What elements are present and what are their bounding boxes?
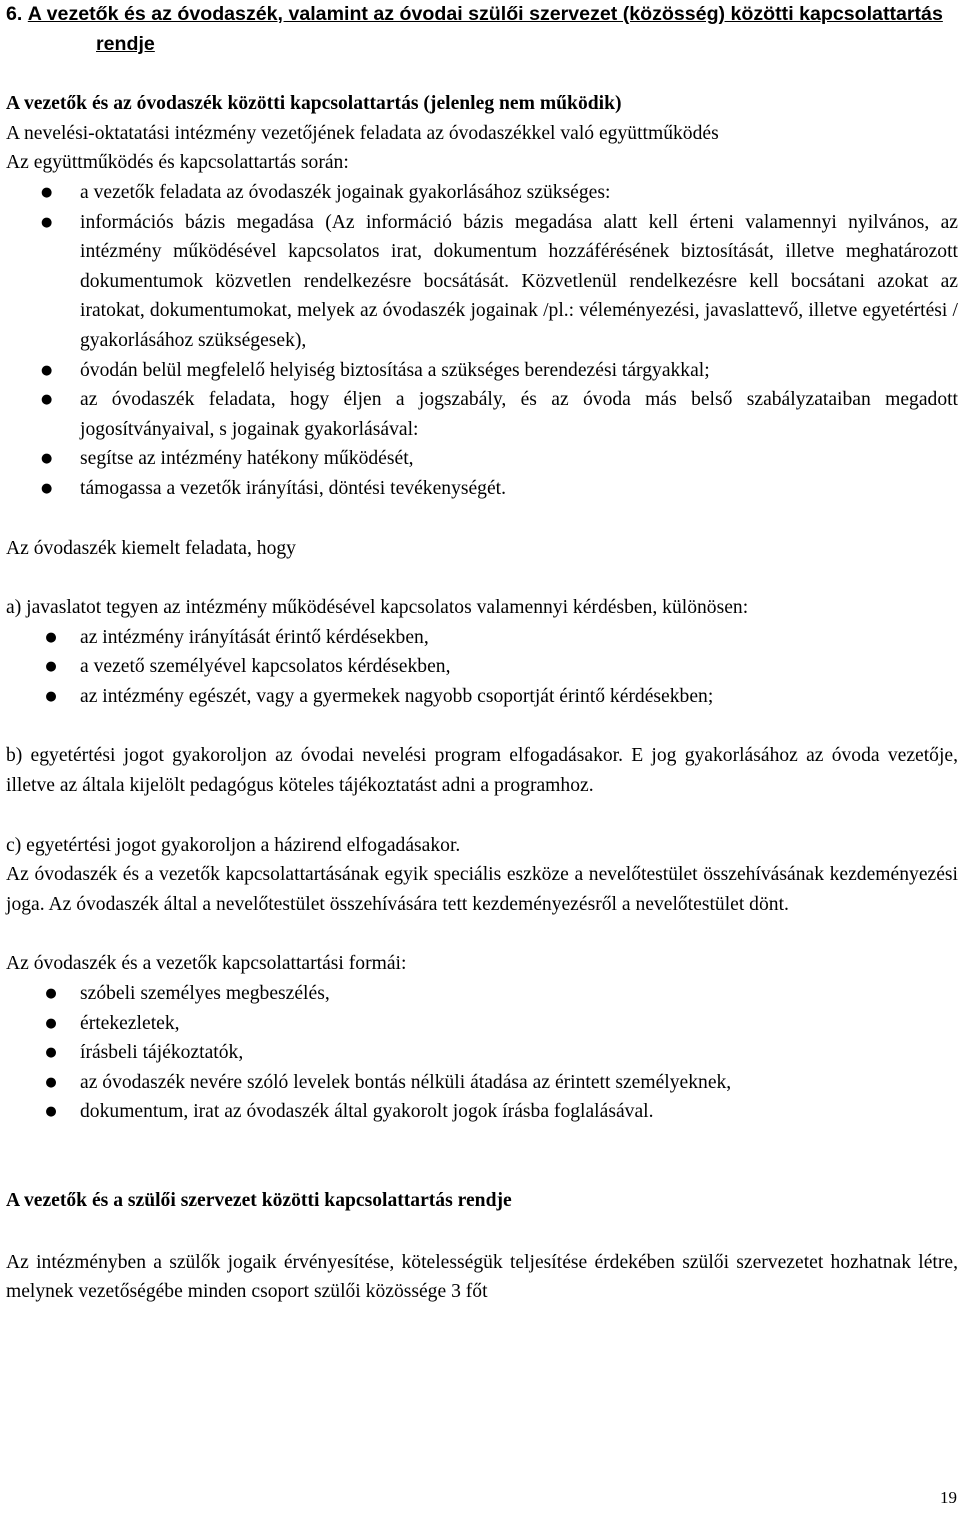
list-item: ● szóbeli személyes megbeszélés, bbox=[6, 979, 958, 1009]
section1-line1: A nevelési-oktatatási intézmény vezetőjének feladata az óvodaszékkel való együttműködés bbox=[6, 122, 719, 144]
bullet-dot-icon: ● bbox=[45, 659, 57, 675]
bullet-dot-icon: ● bbox=[45, 629, 57, 645]
list-item: ● az intézmény irányítását érintő kérdésekben, bbox=[6, 623, 958, 653]
bullet-dot-icon: ● bbox=[41, 392, 53, 408]
main-heading-title: A vezetők és az óvodaszék, valamint az óvodai szülői szervezet (közösség) közötti kapcsolattartás rendje bbox=[27, 3, 943, 55]
document-page bbox=[6, 0, 958, 1307]
list-item: ● az intézmény egészét, vagy a gyermekek nagyobb csoportját érintő kérdésekben; bbox=[6, 682, 958, 712]
page-number: 19 bbox=[940, 1488, 957, 1507]
bullet-dot-icon: ● bbox=[41, 214, 53, 230]
list-item: ● segítse az intézmény hatékony működését, bbox=[6, 444, 958, 474]
list-item: ● támogassa a vezetők irányítási, döntési tevékenységét. bbox=[6, 474, 958, 504]
section2-para-d: Az óvodaszék és a vezetők kapcsolattartásának egyik speciális eszköze a nevelőtestület összehívásának kezdeményezési joga. Az óvodaszék által a nevelőtestület összehívására tett kezdeményezésről a nevelőtestület dönt. bbox=[6, 864, 958, 915]
list-item: ● értekezletek, bbox=[6, 1009, 958, 1039]
list-item: ● óvodán belül megfelelő helyiség biztosítása a szükséges berendezési tárgyakkal; bbox=[6, 356, 958, 386]
list-item: ● a vezető személyével kapcsolatos kérdésekben, bbox=[6, 652, 958, 682]
main-heading bbox=[6, 0, 958, 59]
section1-bullet-list bbox=[6, 178, 958, 504]
bullet-dot-icon: ● bbox=[45, 1074, 57, 1090]
section2-para-a: a) javaslatot tegyen az intézmény működésével kapcsolatos valamennyi kérdésben, különösen: bbox=[6, 597, 749, 619]
bullet-dot-icon: ● bbox=[41, 184, 53, 200]
bullet-dot-icon: ● bbox=[45, 1045, 57, 1061]
list-item: ● írásbeli tájékoztatók, bbox=[6, 1038, 958, 1068]
section3-intro: Az óvodaszék és a vezetők kapcsolattartási formái: bbox=[6, 953, 407, 975]
section1-subheading: A vezetők és az óvodaszék közötti kapcsolattartás (jelenleg nem működik) bbox=[6, 93, 622, 115]
section4-para: Az intézményben a szülők jogaik érvényesítése, kötelességük teljesítése érdekében szülői szervezetet hozhatnak létre, melynek vezetőségébe minden csoport szülői közössége 3 főt bbox=[6, 1251, 958, 1303]
section4-subheading: A vezetők és a szülői szervezet közötti kapcsolattartás rendje bbox=[6, 1190, 512, 1211]
bullet-dot-icon: ● bbox=[41, 451, 53, 467]
list-item: ● a vezetők feladata az óvodaszék jogainak gyakorlásához szükséges: bbox=[6, 178, 958, 208]
list-item: ● az óvodaszék nevére szóló levelek bontás nélküli átadása az érintett személyeknek, bbox=[6, 1068, 958, 1098]
section2-para-b: b) egyetértési jogot gyakoroljon az óvodai nevelési program elfogadásakor. E jog gyakorlásához az óvoda vezetője, illetve az általa kijelölt pedagógus köteles tájékoztatást adni a programhoz. bbox=[6, 745, 958, 797]
section2-para-c: c) egyetértési jogot gyakoroljon a házirend elfogadásakor. bbox=[6, 834, 461, 856]
bullet-dot-icon: ● bbox=[41, 362, 53, 378]
section3-bullet-list bbox=[6, 979, 958, 1127]
list-item: ● információs bázis megadása (Az információ bázis megadása alatt kell érteni valamennyi nyilvános, az intézmény működésével kapcsolatos irat, dokumentum hozzáférésének biztosítását, illetve meghatározott dokumentumok közvetlen rendelkezésre bocsátását. Közvetlenül rendelkezésre kell bocsátani azokat az iratokat, dokumentumokat, melyek az óvodaszék jogainak /pl.: véleményezési, javaslattevő, illetve egyetértési / gyakorlásához szükségesek), bbox=[6, 208, 958, 356]
bullet-dot-icon: ● bbox=[41, 480, 53, 496]
bullet-dot-icon: ● bbox=[45, 1015, 57, 1031]
bullet-dot-icon: ● bbox=[45, 688, 57, 704]
bullet-dot-icon: ● bbox=[45, 1104, 57, 1120]
main-heading-number: 6. bbox=[6, 3, 23, 25]
bullet-dot-icon: ● bbox=[45, 986, 57, 1002]
list-item: ● az óvodaszék feladata, hogy éljen a jogszabály, és az óvoda más belső szabályzataiban megadott jogosítványaival, s jogainak gyakorlásával: bbox=[6, 385, 958, 444]
section1-line2: Az együttműködés és kapcsolattartás során: bbox=[6, 152, 349, 174]
section2-intro: Az óvodaszék kiemelt feladata, hogy bbox=[6, 537, 296, 559]
section2-bullet-list bbox=[6, 623, 958, 712]
list-item: ● dokumentum, irat az óvodaszék által gyakorolt jogok írásba foglalásával. bbox=[6, 1097, 958, 1127]
